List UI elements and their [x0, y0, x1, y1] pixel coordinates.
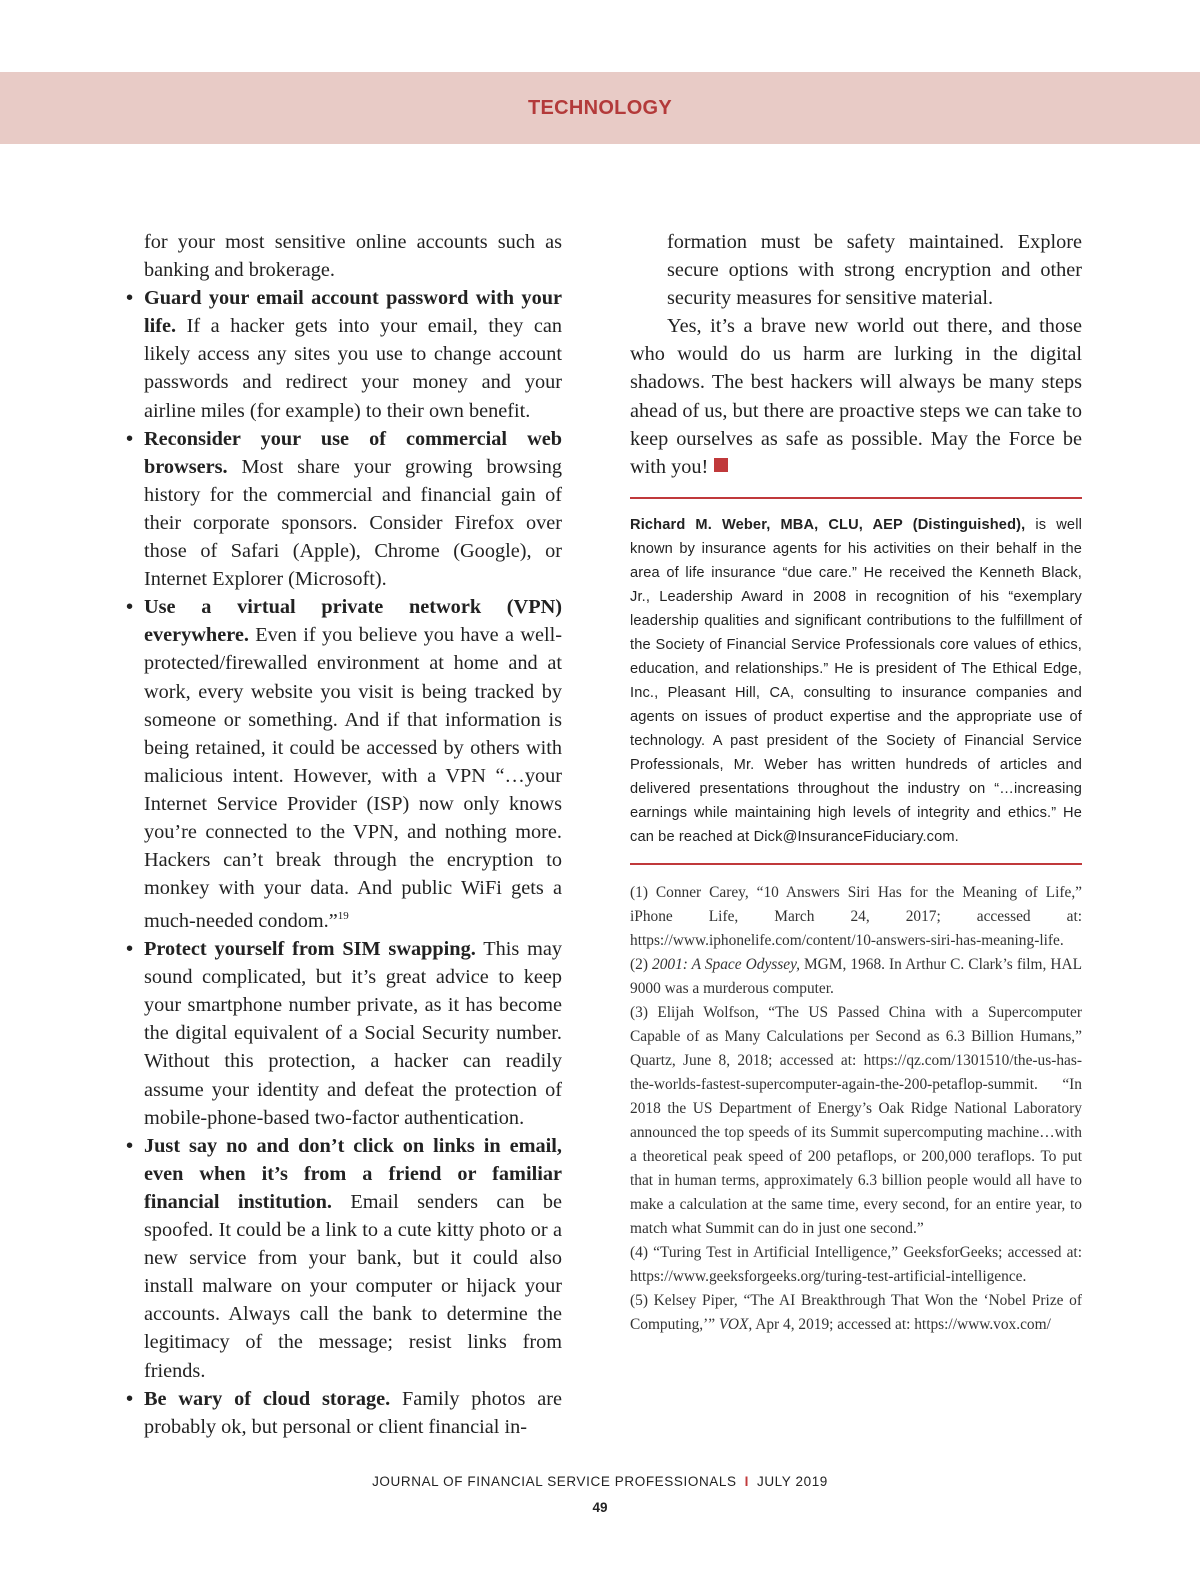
- endnote-text: (5) Kelsey Piper, “The AI Breakthrough That Won the ‘Nobel Prize of Computing,’”: [630, 1291, 1082, 1333]
- list-item: [126, 425, 562, 594]
- bullet-icon: •: [126, 427, 134, 450]
- endnote: [630, 1289, 1082, 1337]
- endnote: (3) Elijah Wolfson, “The US Passed China with a Supercomputer Capable of as Many Calculations per Second as 6.3 Billion Humans,” Quartz, June 8, 2018; accessed at: https://qz.com/1301510/the-us-has-the-worlds-fastest-supercomputer-again-the-200-petaflop-summit. “In 2018 the US Department of Energy’s Oak Ridge National Laboratory announced the top speeds of its Summit supercomputing machine…with a theoretical peak speed of 200 petaflops, or 200,000 teraflops. To put that in human terms, approximately 6.3 billion people would all have to make a calculation at the same time, every second, for an entire year, to match what Summit can do in just one second.”: [630, 1003, 1082, 1237]
- endnote-title: VOX,: [718, 1315, 753, 1333]
- endnote-text: Apr 4, 2019; accessed at: https://www.vox.com/: [752, 1315, 1051, 1333]
- bullet-heading: Just say no and don’t click on links in email, even when it’s from a friend or familiar financial institution.: [144, 1134, 562, 1213]
- continuation-paragraph: formation must be safety maintained. Explore secure options with strong encryption and other security measures for sensitive material.: [667, 231, 1082, 310]
- bullet-text: This may sound complicated, but it’s great advice to keep your smartphone number private, as it has become the digital equivalent of a Social Security number. Without this protection, a hacker can readily assume your identity and defeat the protection of mobile-phone-based two-factor authentication.: [144, 938, 563, 1129]
- author-bio: [630, 513, 1082, 849]
- endnote: (4) “Turing Test in Artificial Intelligence,” GeeksforGeeks; accessed at: https://www.geeksforgeeks.org/turing-test-artificial-intelligence.: [630, 1243, 1082, 1285]
- endnotes: [630, 881, 1082, 1337]
- section-title: TECHNOLOGY: [527, 96, 673, 119]
- bullet-icon: •: [126, 596, 134, 619]
- author-name: Richard M. Weber, MBA, CLU, AEP (Distinguished),: [630, 516, 1026, 533]
- endnote: (1) Conner Carey, “10 Answers Siri Has for the Meaning of Life,” iPhone Life, March 24, 2017; accessed at: https://www.iphonelife.com/content/10-answers-siri-has-meaning-life.: [630, 883, 1082, 949]
- section-banner: [0, 72, 1200, 144]
- intro-paragraph: for your most sensitive online accounts such as banking and brokerage.: [144, 231, 562, 282]
- endnote-number: (2): [630, 955, 652, 973]
- list-item: [126, 284, 562, 424]
- footnote-ref: 19: [337, 910, 349, 923]
- bullet-text: Email senders can be spoofed. It could be a link to a cute kitty photo or a new service from your bank, but it could also install malware on your computer or hijack your accounts. Always call the bank to determine the legitimacy of the message; resist links from friends.: [144, 1190, 562, 1382]
- page-footer: [0, 1474, 1200, 1489]
- endnote-title: 2001: A Space Odyssey,: [652, 955, 800, 973]
- list-item: [126, 935, 563, 1132]
- page-number: 49: [592, 1500, 608, 1515]
- bullet-icon: •: [126, 287, 134, 310]
- journal-name: JOURNAL OF FINANCIAL SERVICE PROFESSIONALS: [372, 1474, 737, 1489]
- closing-text: Yes, it’s a brave new world out there, and those who would do us harm are lurking in the digital shadows. The best hackers will always be many steps ahead of us, but there are proactive steps we can take to keep ourselves as safe as possible. May the Force be with you!: [630, 315, 1082, 478]
- author-bio-text: is well known by insurance agents for his activities on their behalf in the area of life insurance “due care.” He received the Kenneth Black, Jr., Leadership Award in 2008 in recognition of his “exemplary leadership qualities and significant contributions to the fulfillment of the Society of Financial Service Professionals core values of ethics, education, and relationships.” He is president of The Ethical Edge, Inc., Pleasant Hill, CA, consulting to insurance companies and agents on issues of product expertise and the appropriate use of technology. A past president of the Society of Financial Service Professionals, Mr. Weber has written hundreds of articles and delivered presentations throughout the industry on “…increasing earnings while maintaining high levels of integrity and ethics.” He can be reached at Dick@InsuranceFiduciary.com.: [630, 516, 1082, 845]
- right-column: [630, 228, 1082, 1337]
- bullet-text: If a hacker gets into your email, they can likely access any sites you use to change account passwords and redirect your money and your airline miles (for example) to their own benefit.: [144, 315, 562, 422]
- bullet-heading: Use a virtual private network (VPN) everywhere.: [144, 596, 562, 647]
- bullet-heading: Protect yourself from SIM swapping.: [144, 938, 476, 961]
- endnote-text: MGM, 1968. In Arthur C. Clark’s film, HAL 9000 was a murderous computer.: [630, 955, 1082, 997]
- list-item: [126, 1385, 562, 1441]
- bullet-icon: •: [126, 938, 134, 961]
- bullet-text: Even if you believe you have a well-protected/firewalled environment at home and at work, every website you visit is being tracked by someone or something. And if that information is being retained, it could be accessed by others with malicious intent. However, with a VPN “…your Internet Service Provider (ISP) now only knows you’re connected to the VPN, and nothing more. Hackers can’t break through the encryption to monkey with your data. And public WiFi gets a much-needed condom.”: [144, 624, 562, 933]
- list-item: [126, 593, 562, 935]
- divider: [630, 863, 1082, 865]
- bullet-text: Most share your growing browsing history for the commercial and financial gain of their corporate sponsors. Consider Firefox over those of Safari (Apple), Chrome (Google), or Internet Explorer (Microsoft).: [144, 455, 562, 591]
- endnote: [630, 953, 1082, 1001]
- closing-paragraph: [630, 312, 1082, 481]
- footer-separator: I: [744, 1474, 749, 1489]
- end-mark-icon: [714, 458, 728, 472]
- bullet-text: Family photos are probably ok, but personal or client financial in-: [144, 1387, 562, 1438]
- divider: [630, 497, 1082, 499]
- bullet-icon: •: [126, 1387, 134, 1410]
- bullet-heading: Be wary of cloud storage.: [144, 1387, 391, 1410]
- bullet-heading: Reconsider your use of commercial web browsers.: [144, 427, 562, 478]
- issue-date: JULY 2019: [756, 1474, 828, 1489]
- left-column: [126, 228, 563, 1441]
- bullet-heading: Guard your email account password with your life.: [144, 287, 562, 338]
- bullet-icon: •: [126, 1134, 134, 1157]
- article-ending: [630, 228, 1082, 481]
- list-item: [126, 1132, 562, 1385]
